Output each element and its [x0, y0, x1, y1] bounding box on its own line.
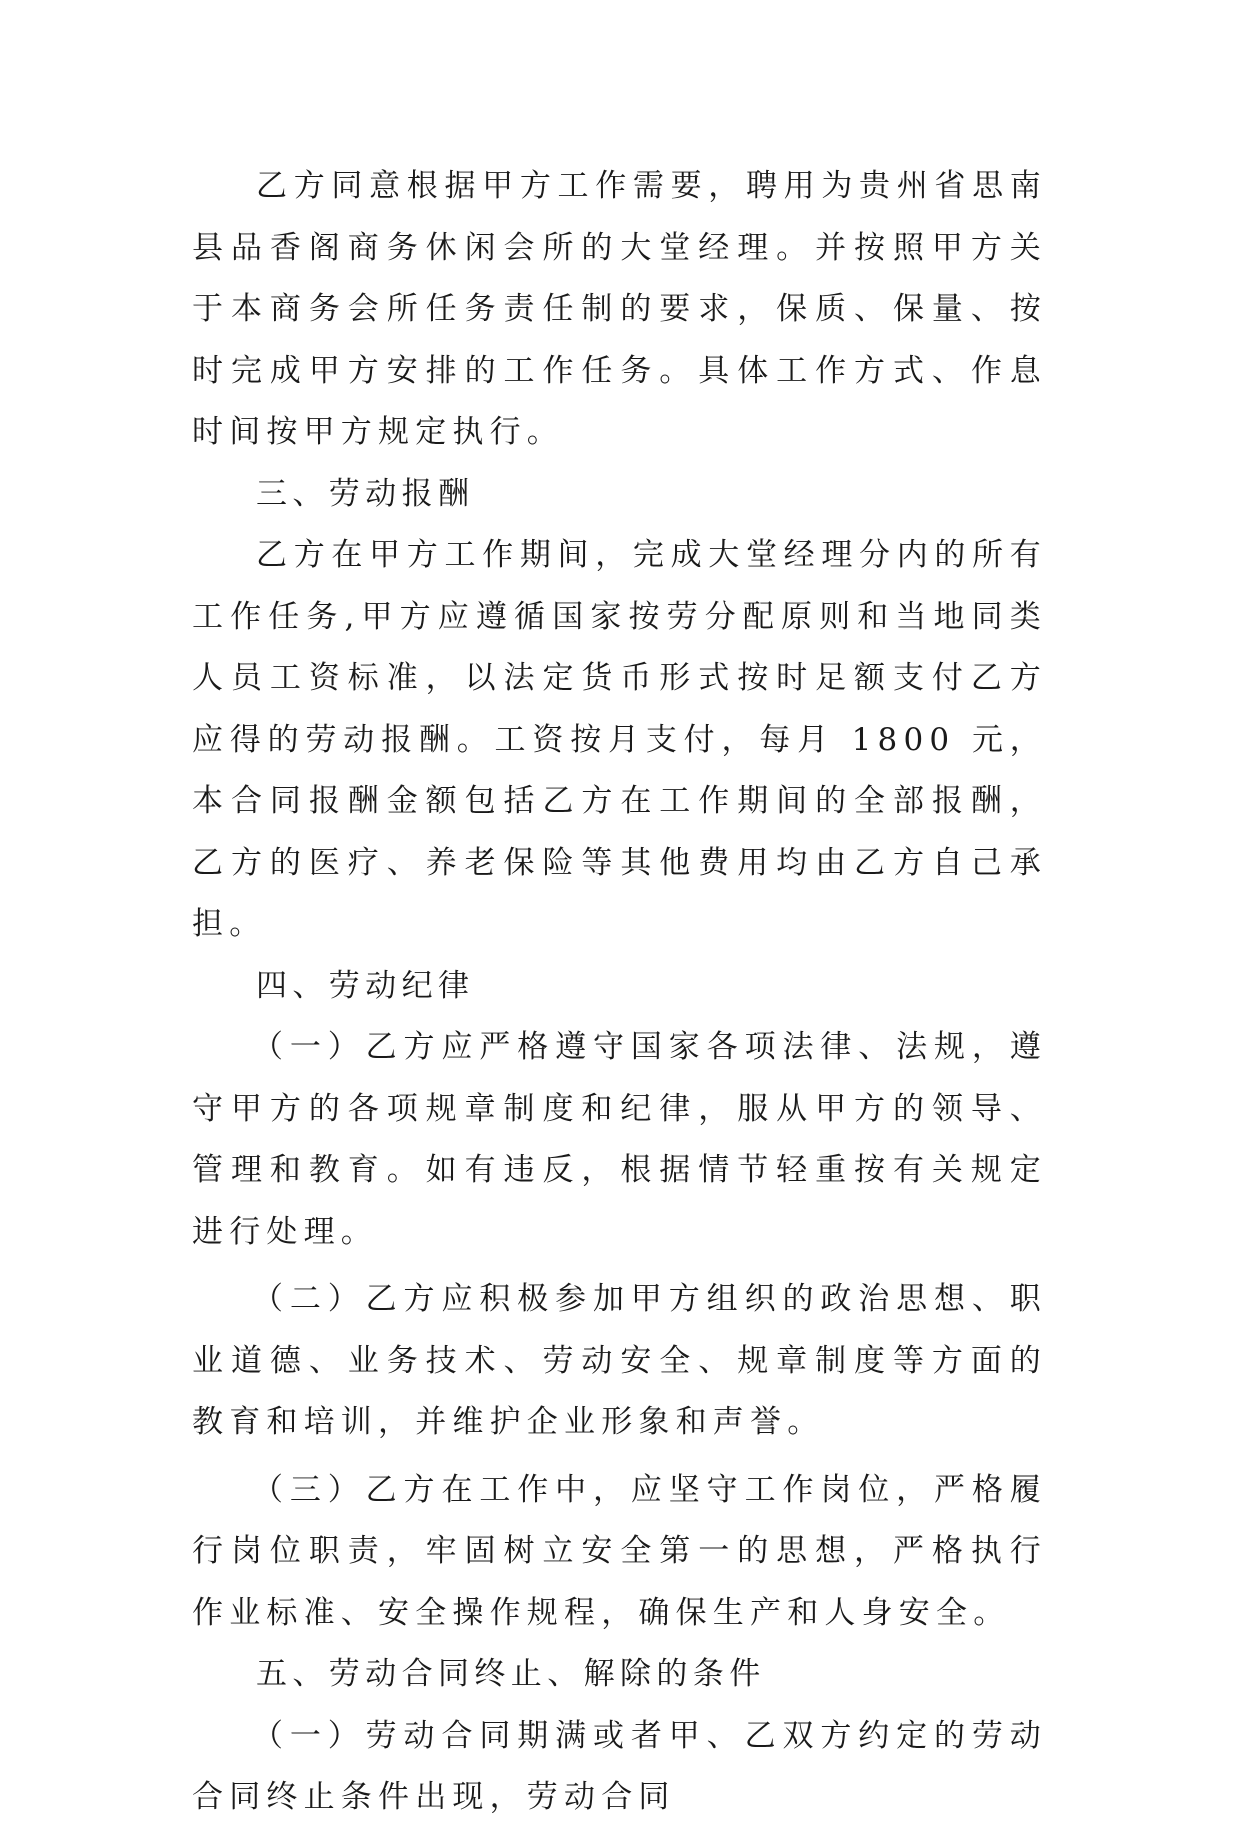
- paragraph-job-duties: 乙方同意根据甲方工作需要，聘用为贵州省思南县品香阁商务休闲会所的大堂经理。并按照甲方关于本商务会所任务责任制的要求，保质、保量、按时完成甲方安排的工作任务。具体工作方式、作息时间按甲方规定执行。: [192, 168, 1047, 450]
- section-heading-remuneration: 三、劳动报酬: [256, 475, 475, 512]
- discipline-item-3: （三）乙方在工作中，应坚守工作岗位，严格履行岗位职责，牢固树立安全第一的思想，严格执行作业标准、安全操作规程，确保生产和人身安全。: [192, 1471, 1047, 1631]
- paragraph-remuneration: 乙方在甲方工作期间，完成大堂经理分内的所有工作任务,甲方应遵循国家按劳分配原则和当地同类人员工资标准，以法定货币形式按时足额支付乙方应得的劳动报酬。工资按月支付，每月 1800 元，本合同报酬金额包括乙方在工作期间的全部报酬，乙方的医疗、养老保险等其他费用均由乙方自己承担。: [192, 537, 1047, 942]
- termination-item-1: （一）劳动合同期满或者甲、乙双方约定的劳动合同终止条件出现，劳动合同: [192, 1717, 1047, 1815]
- section-heading-termination: 五、劳动合同终止、解除的条件: [256, 1656, 766, 1692]
- discipline-item-2: （二）乙方应积极参加甲方组织的政治思想、职业道德、业务技术、劳动安全、规章制度等方面的教育和培训，并维护企业形象和声誉。: [192, 1281, 1047, 1440]
- discipline-item-1: （一）乙方应严格遵守国家各项法律、法规，遵守甲方的各项规章制度和纪律，服从甲方的领导、管理和教育。如有违反，根据情节轻重按有关规定进行处理。: [192, 1029, 1047, 1250]
- document-body: [192, 156, 1047, 1829]
- section-heading-discipline: 四、劳动纪律: [256, 967, 475, 1004]
